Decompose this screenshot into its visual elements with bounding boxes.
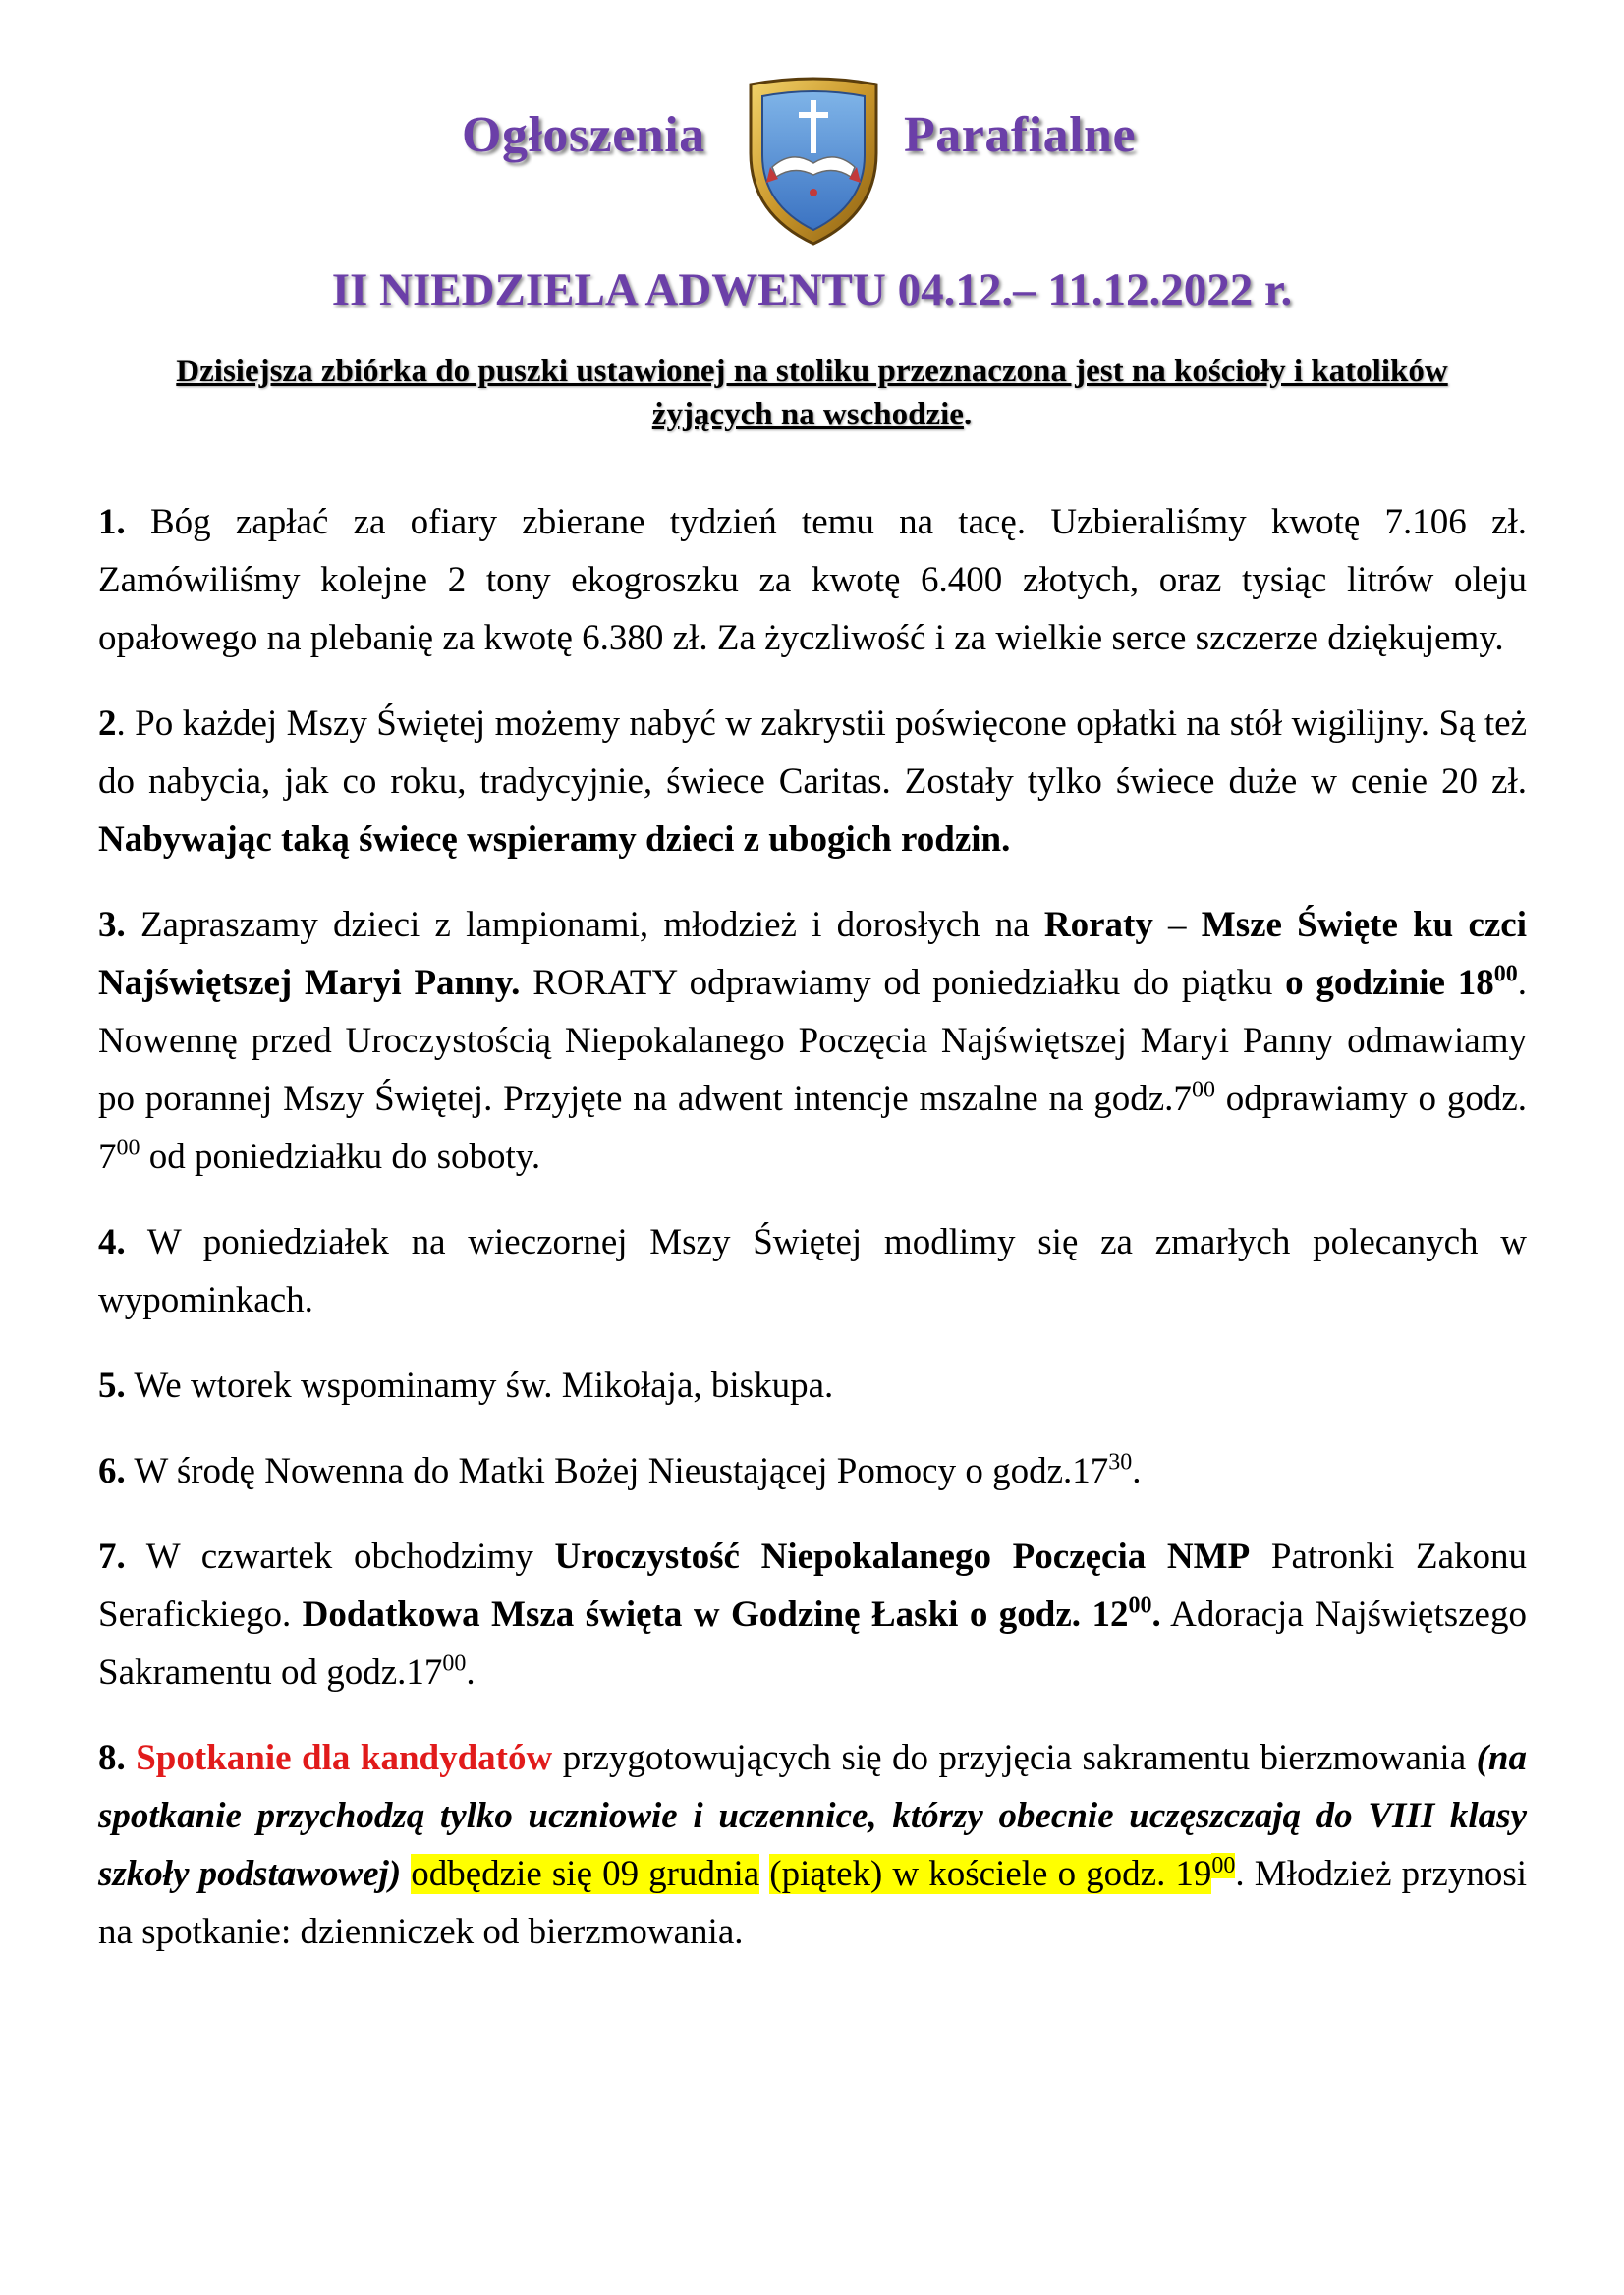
item-text: przygotowujących się do przyjęcia sakramentu bierzmowania [552, 1738, 1477, 1778]
item-text: W czwartek obchodzimy [125, 1537, 555, 1577]
collection-note-dot: . [963, 397, 973, 432]
item-number: 2 [98, 703, 117, 744]
roraty-time: o godzinie 18 [1285, 963, 1494, 1003]
header [0, 57, 1624, 253]
item-text: Zapraszamy dzieci z lampionami, młodzież i dorosłych na [125, 905, 1044, 945]
time-superscript: 00 [116, 1135, 140, 1161]
item-text: RORATY odprawiamy od poniedziałku do piątku [520, 963, 1286, 1003]
item-number: 1. [98, 502, 126, 542]
collection-note-line2: żyjących na wschodzie [651, 397, 964, 432]
item-text: – [1152, 905, 1202, 945]
item-text: W poniedziałek na wieczornej Mszy Świętej modlimy się za zmarłych polecanych w wypominkach. [98, 1222, 1527, 1320]
collection-note [118, 350, 1506, 436]
item-number: 4. [98, 1222, 126, 1262]
announcement-item-4 [98, 1213, 1527, 1329]
item-number: 5. [98, 1366, 126, 1406]
time-superscript: 00 [1128, 1593, 1152, 1619]
header-title-left: Ogłoszenia [462, 107, 705, 163]
solemnity-name: Uroczystość Niepokalanego Poczęcia NMP [554, 1537, 1251, 1577]
time-superscript: 00 [1211, 1852, 1236, 1878]
meeting-date-highlight: odbędzie się 09 grudnia [411, 1854, 760, 1894]
time-superscript: 00 [1493, 961, 1518, 987]
item-text: odprawiamy o godz. 7 [98, 1079, 1527, 1177]
item-text: Bóg zapłać za ofiary zbierane tydzień temu na tacę. Uzbieraliśmy kwotę 7.106 zł. Zamówiliśmy kolejne 2 tony ekogroszku za kwotę 6.400 złotych, oraz tysiąc litrów oleju opałowego na plebanię za kwotę 6.380 zł. Za życzliwość i za wielkie serce szczerze dziękujemy. [98, 502, 1527, 658]
item-number: 7. [98, 1537, 126, 1577]
franciscan-emblem-icon [745, 77, 882, 249]
announcement-item-3 [98, 896, 1527, 1186]
header-title-right: Parafialne [904, 107, 1137, 163]
announcement-item-6 [98, 1442, 1527, 1500]
item-bold-text: Nabywając taką świecę wspieramy dzieci z ubogich rodzin. [98, 819, 1011, 860]
announcement-item-5 [98, 1357, 1527, 1415]
announcement-list [98, 493, 1527, 1988]
item-text: W środę Nowenna do Matki Bożej Nieustającej Pomocy o godz.17 [125, 1451, 1109, 1491]
page-title: II NIEDZIELA ADWENTU 04.12.– 11.12.2022 r. [331, 264, 1293, 315]
announcement-item-2 [98, 695, 1527, 868]
item-number: 6. [98, 1451, 126, 1491]
extra-mass-end: . [1151, 1595, 1161, 1635]
item-number: 3. [98, 905, 126, 945]
item-text: . Młodzież przynosi na spotkanie: dzienniczek od bierzmowania. [98, 1854, 1528, 1952]
attendance-note: (na spotkanie przychodzą tylko uczniowie i uczennice, którzy obecnie uczęszczają do VIII klasy szkoły podstawowej) [98, 1738, 1527, 1894]
collection-note-line2-wrap [118, 393, 1506, 436]
item-text-end: . [1132, 1451, 1142, 1491]
item-text: . Nowennę przed Uroczystością Niepokalanego Poczęcia Najświętszej Maryi Panny odmawiamy po porannej Mszy Świętej. Przyjęte na adwent intencje mszalne na godz.7 [98, 963, 1528, 1119]
mass-name: Msze Święte ku czci Najświętszej Maryi Panny. [98, 905, 1527, 1003]
item-text: . Po każdej Mszy Świętej możemy nabyć w zakrystii poświęcone opłatki na stół wigilijny. Są też do nabycia, jak co roku, tradycyjnie, świece Caritas. Zostały tylko świece duże w cenie 20 zł. [98, 703, 1527, 802]
announcement-item-7 [98, 1528, 1527, 1702]
candidates-meeting-label: Spotkanie dla kandydatów [136, 1738, 553, 1778]
item-text [401, 1854, 411, 1894]
announcement-item-1 [98, 493, 1527, 667]
item-text: We wtorek wspominamy św. Mikołaja, biskupa. [125, 1366, 834, 1406]
time-superscript: 00 [1191, 1077, 1215, 1103]
item-text: od poniedziałku do soboty. [140, 1137, 541, 1177]
meeting-place-highlight: (piątek) w kościele o godz. 19 [769, 1854, 1212, 1894]
item-text: Patronki Zakonu Serafickiego. [98, 1537, 1527, 1635]
item-text: Adoracja Najświętszego Sakramentu od godz.17 [98, 1595, 1527, 1693]
item-number: 8. [98, 1738, 126, 1778]
time-superscript: 00 [442, 1651, 467, 1677]
extra-mass-text: Dodatkowa Msza święta w Godzinę Łaski o godz. 12 [302, 1595, 1129, 1635]
item-text-end: . [466, 1652, 476, 1693]
time-superscript: 30 [1108, 1449, 1133, 1476]
roraty-label: Roraty [1043, 905, 1153, 945]
collection-note-line1: Dzisiejsza zbiórka do puszki ustawionej na stoliku przeznaczona jest na kościoły i katolików [176, 354, 1448, 389]
announcement-item-8 [98, 1729, 1527, 1961]
